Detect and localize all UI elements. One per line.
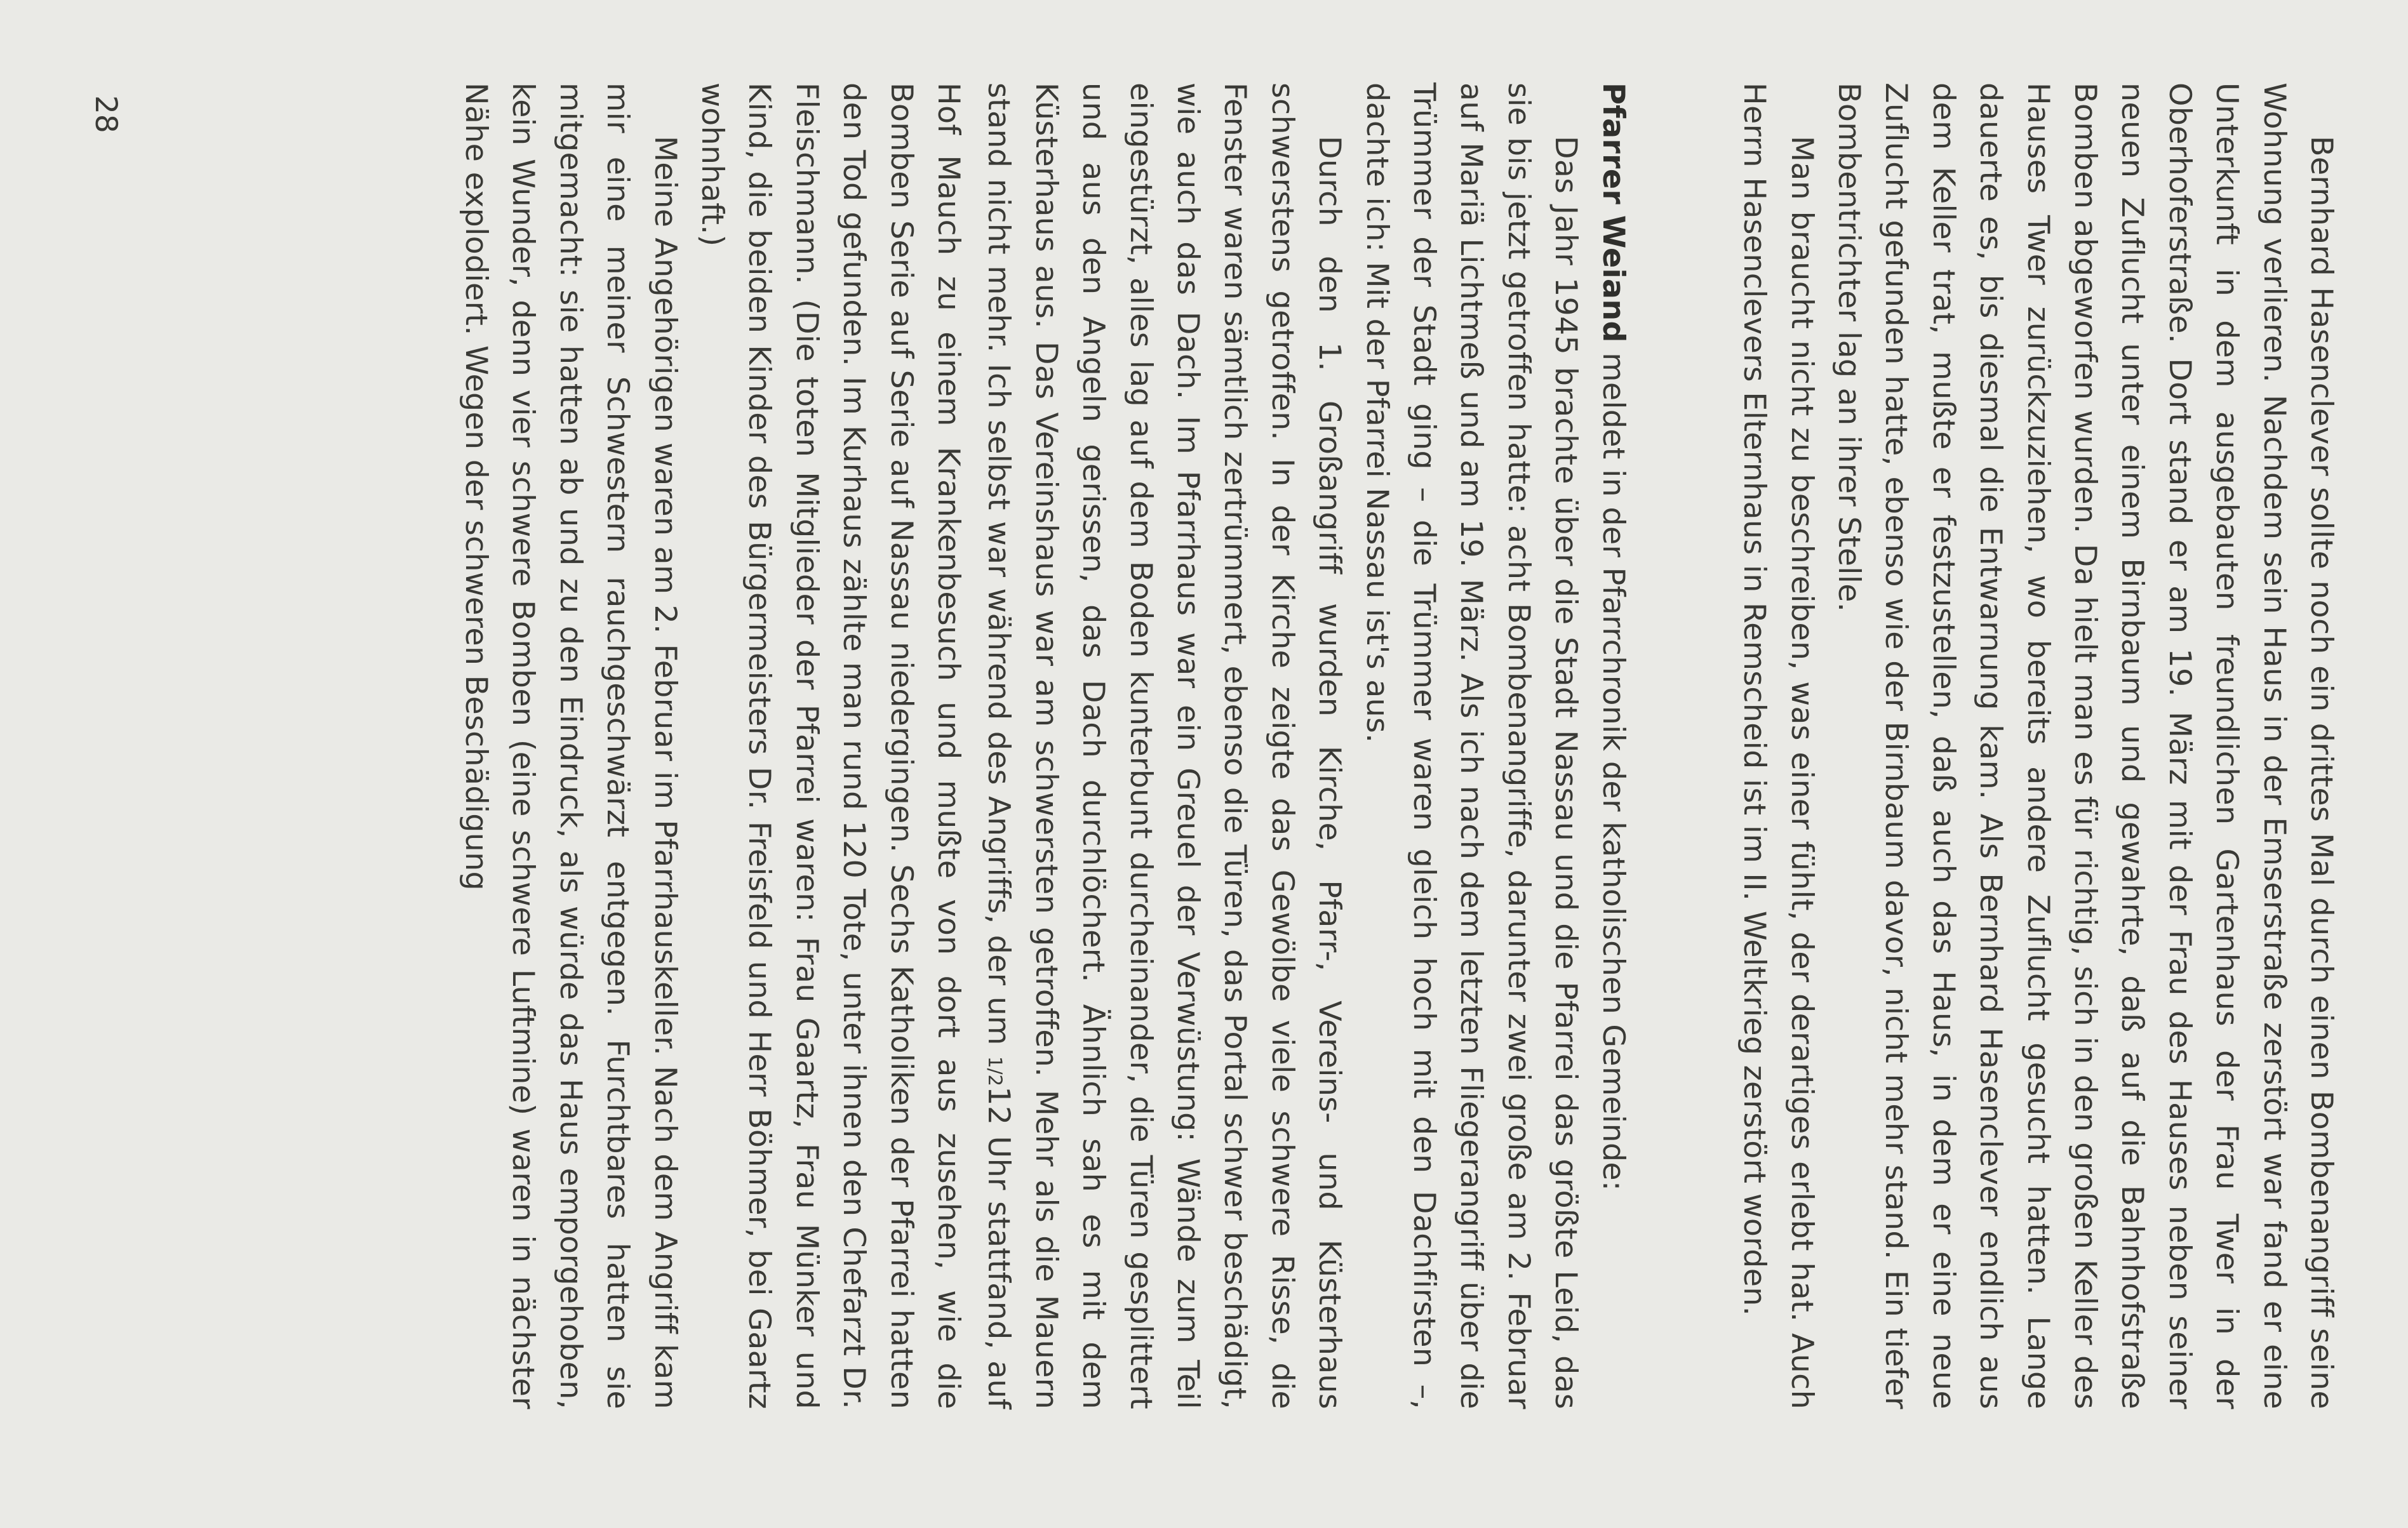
- body-text: [452, 83, 2344, 1409]
- section-heading: Pfarrer Weiand: [1595, 83, 1631, 343]
- paragraph-relatives: Meine Angehörigen waren am 2. Februar im Pfarrhauskeller. Nach dem Angriff kam mir eine meiner Schwestern rauchgeschwärzt entgegen. Furchtbares hatten sie mitgemacht: sie hatten ab und zu den Eindruck, als würde das Haus emporgehoben, kein Wunder, denn vier schwere Bomben (eine schwere Luftmine) waren in nächster Nähe explodiert. Wegen der schweren Beschädigung: [458, 83, 683, 1409]
- paragraph-year-1945: Das Jahr 1945 brachte über die Stadt Nassau und die Pfarrei das größte Leid, das sie bis jetzt getroffen hatte: acht Bombenangriffe, darunter zwei große am 2. Februar auf Mariä Lichtmeß und am 19. März. Als ich nach dem letzten Fliegerangriff über die Trümmer der Stadt ging – die Trümmer waren gleich hoch mit den Dachfirsten –, dachte ich: Mit der Pfarrei Nassau ist's aus.: [1359, 83, 1584, 1409]
- paragraph-first-attack: [688, 83, 1353, 1409]
- fraction-half: 1/2: [984, 1056, 1007, 1087]
- paragraph-hasenclever-summary: Man braucht nicht zu beschreiben, was einer fühlt, der derartiges erlebt hat. Auch Herrn Hasenclevers Elternhaus in Remscheid ist im II. Weltkrieg zerstört worden.: [1737, 83, 1819, 1409]
- paragraph-weiand-intro: [1589, 83, 1636, 1409]
- paragraph-first-attack-part2: 12 Uhr stattfand, auf Hof Mauch zu einem Krankenbesuch und mußte von dort aus zusehen, wie die Bomben Serie auf Serie auf Nassau niedergingen. Sechs Katholiken der Pfarrei hatten den Tod gefunden. Im Kurhaus zählte man rund 120 Tote, unter ihnen den Chefarzt Dr. Fleischmann. (Die toten Mitglieder der Pfarrei waren: Frau Gaartz, Frau Münker und Kind, die beiden Kinder des Bürgermeisters Dr. Freisfeld und Herr Böhmer, bei Gaartz wohnhaft.): [695, 83, 1017, 1409]
- paragraph-first-attack-part1: Durch den 1. Großangriff wurden Kirche, Pfarr-, Vereins- und Küsterhaus schwerstens getroffen. In der Kirche zeigte das Gewölbe viele schwere Risse, die Fenster waren sämtlich zertrümmert, ebenso die Türen, das Portal schwer beschädigt, wie auch das Dach. Im Pfarrhaus war ein Greuel der Verwüstung: Wände zum Teil eingestürzt, alles lag auf dem Boden kunterbunt durcheinander, die Türen gesplittert und aus den Angeln gerissen, das Dach durchlöchert. Ähnlich sah es mit dem Küsterhaus aus. Das Vereinshaus war am schwersten getroffen. Mehr als die Mauern stand nicht mehr. Ich selbst war während des Angriffs, der um: [981, 83, 1348, 1409]
- section-heading-rest: meldet in der Pfarrchronik der katholischen Gemeinde:: [1595, 342, 1631, 1192]
- paragraph-hasenclever-third-loss: Bernhard Hasenclever sollte noch ein drittes Mal durch einen Bombenangriff seine Wohnung verlieren. Nachdem sein Haus in der Emserstraße zerstört war fand er eine Unterkunft in dem ausgebauten freundlichen Gartenhaus der Frau Twer in der Oberhoferstraße. Dort stand er am 19. März mit der Frau des Hauses neben seiner neuen Zuflucht unter einem Birnbaum und gewahrte, daß auf die Bahnhofstraße Bomben abgeworfen wurden. Da hielt man es für richtig, sich in den großen Keller des Hauses Twer zurückzuziehen, wo bereits andere Zuflucht gesucht hatten. Lange dauerte es, bis diesmal die Entwarnung kam. Als Bernhard Hasenclever endlich aus dem Keller trat, mußte er festzustellen, daß auch das Haus, in dem er eine neue Zuflucht gefunden hatte, ebenso wie der Birnbaum davor, nicht mehr stand. Ein tiefer Bombentrichter lag an ihrer Stelle.: [1831, 83, 2339, 1409]
- page-number: 28: [88, 95, 123, 133]
